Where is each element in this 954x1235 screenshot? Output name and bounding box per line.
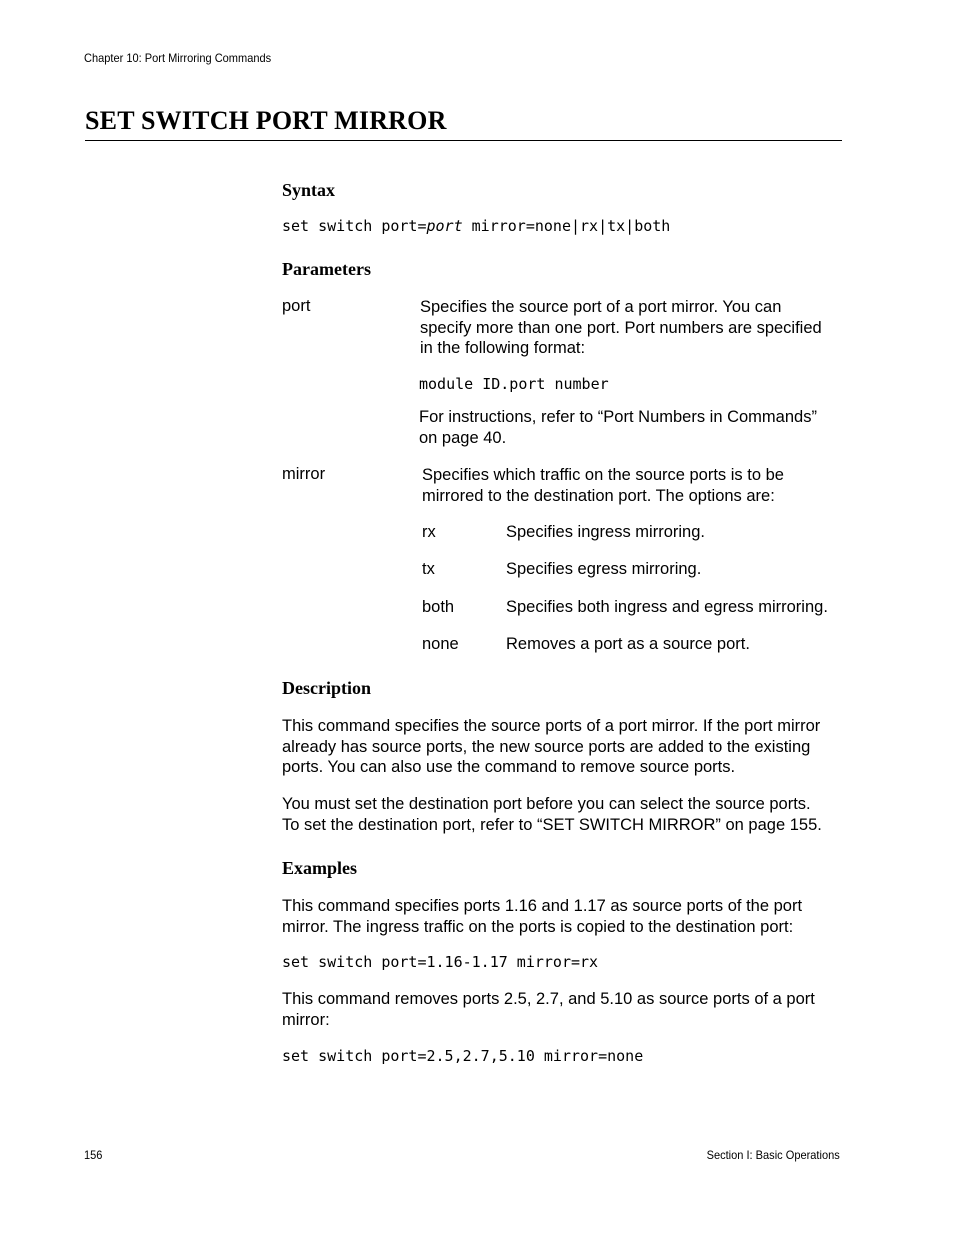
example-line: This command specifies ports 1.16 and 1.17 as source ports of the port: [282, 897, 803, 915]
option-rx-desc: Specifies ingress mirroring.: [506, 523, 705, 541]
example-1-text: [282, 896, 850, 937]
param-port-desc-line: specify more than one port. Port numbers are specified: [420, 318, 822, 337]
syntax-code: [282, 217, 670, 235]
description-line: This command specifies the source ports of a port mirror. If the port mirror: [282, 717, 821, 735]
option-both-name: both: [422, 598, 455, 616]
param-port-ref-line: For instructions, refer to “Port Numbers in Commands”: [419, 408, 817, 426]
option-tx-name: tx: [422, 560, 435, 578]
option-both-desc: Specifies both ingress and egress mirroring.: [506, 598, 828, 616]
description-line: You must set the destination port before you can select the source ports.: [282, 795, 811, 813]
param-mirror-desc-line: Specifies which traffic on the source ports is to be: [422, 466, 784, 484]
param-port-ref-line: on page 40.: [419, 428, 507, 447]
example-line: mirror:: [282, 1010, 330, 1029]
examples-heading: Examples: [282, 858, 358, 878]
description-heading: Description: [282, 678, 371, 698]
option-none-desc: Removes a port as a source port.: [506, 635, 750, 653]
section-label: Section I: Basic Operations: [706, 1148, 840, 1162]
page-title: SET SWITCH PORT MIRROR: [85, 106, 447, 135]
running-header: Chapter 10: Port Mirroring Commands: [84, 51, 272, 65]
port-format-code: module ID.port number: [419, 375, 609, 393]
example-1-code: set switch port=1.16-1.17 mirror=rx: [282, 953, 599, 971]
param-port-ref: [419, 407, 849, 448]
param-port-desc: [420, 297, 850, 359]
description-line: already has source ports, the new source ports are added to the existing: [282, 737, 811, 756]
param-mirror-desc-line: mirrored to the destination port. The options are:: [422, 486, 775, 505]
example-line: This command removes ports 2.5, 2.7, and 5.10 as source ports of a port: [282, 990, 815, 1008]
example-line: mirror. The ingress traffic on the ports is copied to the destination port:: [282, 917, 794, 936]
option-rx-name: rx: [422, 523, 436, 541]
description-line: To set the destination port, refer to “SET SWITCH MIRROR” on page 155.: [282, 815, 822, 834]
example-2-code: set switch port=2.5,2.7,5.10 mirror=none: [282, 1047, 644, 1065]
description-paragraph-2: [282, 794, 850, 835]
description-paragraph-1: [282, 716, 850, 778]
option-tx-desc: Specifies egress mirroring.: [506, 560, 702, 578]
option-none-name: none: [422, 635, 459, 653]
example-2-text: [282, 989, 850, 1030]
syntax-code-prefix: set switch port=: [282, 217, 427, 235]
param-mirror-desc: [422, 465, 852, 506]
param-mirror-name: mirror: [282, 465, 326, 483]
title-rule: [85, 140, 842, 141]
description-line: ports. You can also use the command to remove source ports.: [282, 758, 736, 777]
param-port-desc-line: Specifies the source port of a port mirror. You can: [420, 298, 782, 316]
page-number: 156: [84, 1148, 103, 1162]
parameters-heading: Parameters: [282, 259, 371, 279]
syntax-code-suffix: mirror=none|rx|tx|both: [462, 217, 671, 235]
syntax-code-italic: port: [426, 217, 463, 235]
param-port-desc-line: in the following format:: [420, 339, 586, 358]
syntax-heading: Syntax: [282, 180, 336, 200]
param-port-name: port: [282, 297, 311, 315]
